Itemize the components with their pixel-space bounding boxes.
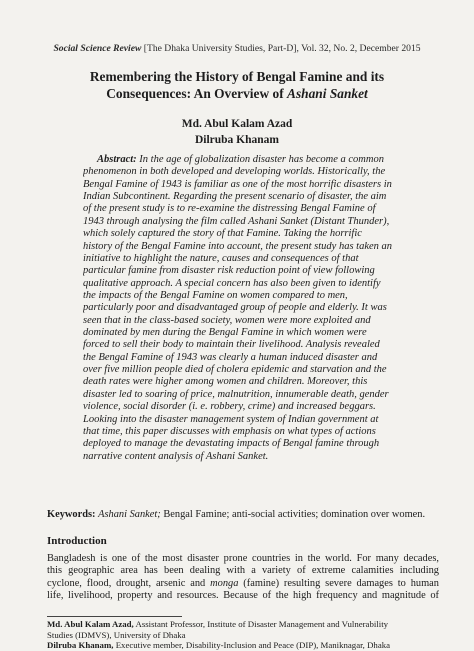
abstract-line: phenomenon in both developed and developing worlds. Historically, the bbox=[83, 166, 386, 178]
abstract-line: which solely captured the story of that Famine. Taking the horrific bbox=[83, 228, 362, 240]
abstract-line: deployed to manage the devastating impacts of Bengal famine through bbox=[83, 438, 380, 450]
abstract-line: 1943 through analysing the film called Ashani Sanket (Distant Thunder), bbox=[83, 215, 390, 227]
footnote-author-1-affiliation: Assistant Professor, Institute of Disaster Management and Vulnerability bbox=[135, 619, 389, 629]
abstract-line: Bengal Famine of 1943 is familiar as one of the most horrific disasters in bbox=[83, 178, 392, 190]
title-line-2 bbox=[40, 85, 434, 102]
footnote-divider bbox=[47, 616, 182, 617]
section-heading-introduction: Introduction bbox=[47, 535, 107, 547]
body-line: this geographic area has been dealing with a variety of extreme calamities including bbox=[47, 565, 439, 577]
footnote-author-2-affiliation: Executive member, Disability-Inclusion and Peace (DIP), Maniknagar, Dhaka bbox=[115, 640, 391, 651]
keywords-film: Ashani Sanket; bbox=[98, 509, 161, 520]
abstract-line: violence, social disorder (i. e. robbery, crime) and increased beggars. bbox=[83, 401, 376, 413]
abstract-line bbox=[83, 154, 401, 166]
author-1: Md. Abul Kalam Azad bbox=[181, 118, 293, 130]
journal-details: [The Dhaka University Studies, Part-D], Vol. 32, No. 2, December 2015 bbox=[143, 43, 421, 54]
running-head bbox=[0, 43, 474, 54]
body-term-monga: monga bbox=[210, 577, 239, 589]
footnote-author-2 bbox=[47, 640, 447, 651]
footnote-author-1-cont: Studies (IDMVS), University of Dhaka bbox=[47, 629, 186, 640]
body-line: Bangladesh is one of the most disaster prone countries in the world. For many decades, bbox=[47, 553, 439, 564]
body-line-3-end: (famine) resulting severe damages to human bbox=[243, 577, 439, 589]
journal-name: Social Science Review bbox=[53, 43, 142, 54]
abstract-line: Indian Subcontinent. Regarding the present scenario of disaster, the aim bbox=[83, 191, 387, 203]
footnote-author-1 bbox=[47, 619, 447, 630]
abstract-first-line: In the age of globalization disaster has become a common bbox=[139, 154, 384, 165]
abstract-line: of the present study is to re-examine the distressing Bengal Famine of bbox=[83, 203, 376, 215]
abstract-line: history of the Bengal Famine into account, the present study has taken an bbox=[83, 240, 393, 252]
abstract-line: qualitative approach. A special concern has also been given to identify bbox=[83, 277, 381, 289]
abstract-line: over five million people died of cholera epidemic and starvation and the bbox=[83, 364, 387, 376]
title-line-1: Remembering the History of Bengal Famine and its bbox=[89, 69, 385, 84]
footnotes bbox=[47, 619, 447, 651]
abstract-line: death rates were higher among women and children. Moreover, this bbox=[83, 376, 368, 388]
keywords-label: Keywords bbox=[47, 509, 93, 520]
body-line bbox=[47, 578, 439, 590]
article-title bbox=[40, 68, 434, 102]
keywords-rest: Bengal Famine; anti-social activities; domination over women. bbox=[160, 509, 426, 520]
abstract-line: disaster led to soaring of price, malnutrition, innumerable death, gender bbox=[83, 388, 389, 400]
body-line: life, livelihood, property and resources. Because of the high frequency and magnitude of bbox=[47, 589, 439, 601]
abstract-line: particular famine from disaster risk reduction point of view following bbox=[83, 265, 375, 277]
footnote-author-2-name: Dilruba Khanam, bbox=[47, 640, 114, 651]
abstract-line: narrative content analysis of Ashani Sanket. bbox=[83, 450, 269, 462]
introduction-text bbox=[47, 553, 439, 602]
title-line-2-prefix: Consequences: An Overview of bbox=[106, 86, 284, 101]
abstract-line: seen that in the class-based society, women were more exploited and bbox=[83, 314, 371, 326]
author-2: Dilruba Khanam bbox=[194, 134, 280, 146]
abstract-line: the Bengal Famine of 1943 was clearly a human induced disaster and bbox=[83, 351, 378, 363]
body-line-3-start: cyclone, flood, drought, arsenic and bbox=[47, 577, 206, 589]
footnote-author-1-name: Md. Abul Kalam Azad, bbox=[47, 619, 134, 629]
abstract-line: forced to sell their body to maintain their livelihood. Analysis revealed bbox=[83, 339, 380, 351]
abstract-line: Looking into the disaster management system of Indian government at bbox=[83, 413, 379, 425]
abstract-line: initiative to highlight the nature, causes and consequences of that bbox=[83, 252, 359, 264]
abstract-line: that time, this paper discusses with emphasis on what types of actions bbox=[83, 425, 376, 437]
title-film-name: Ashani Sanket bbox=[287, 86, 368, 101]
keywords: Keywords: Ashani Sanket; Bengal Famine; anti-social activities; domination over women. bbox=[47, 509, 426, 520]
abstract-line: particularly poor and disadvantaged group of people and elderly. It was bbox=[83, 302, 387, 314]
abstract bbox=[83, 154, 401, 463]
abstract-label: Abstract: bbox=[97, 154, 137, 165]
abstract-line: dominated by men during the Bengal Famine in which women were bbox=[83, 327, 367, 339]
abstract-line: the impacts of the Bengal Famine on women compared to men, bbox=[83, 289, 348, 301]
